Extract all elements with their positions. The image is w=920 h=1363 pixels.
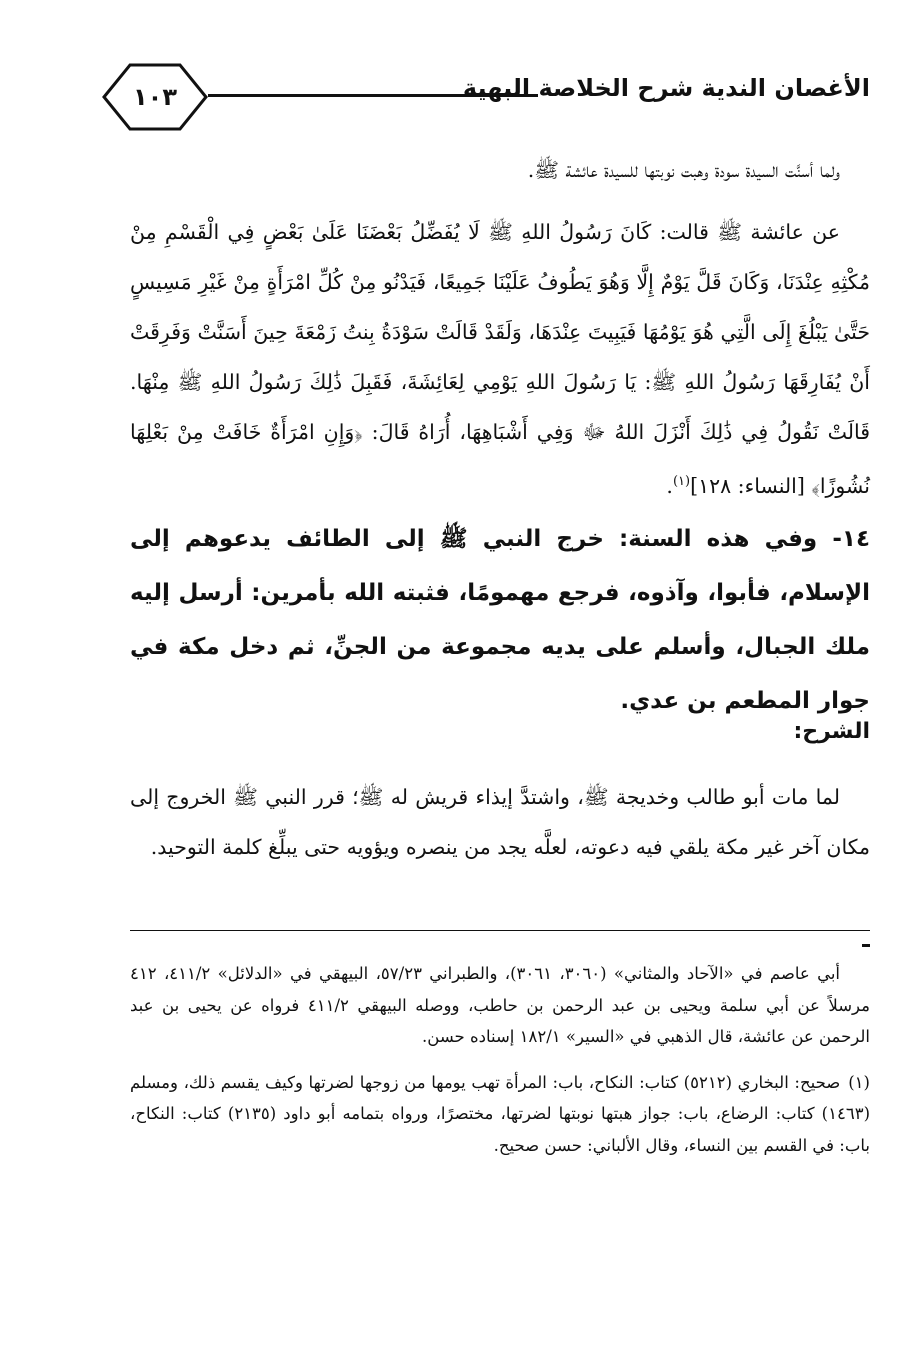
footnote-divider (130, 930, 870, 931)
page-number: ١٠٣ (133, 83, 177, 111)
hadith-paragraph (130, 207, 870, 511)
quran-reference: [النساء: ١٢٨] (690, 473, 812, 498)
sentence-end: . (666, 473, 673, 498)
main-text (130, 145, 870, 511)
sharh-heading: الشرح: (793, 719, 870, 744)
hadith-text: كَانَ رَسُولُ اللهِ ﷺ لَا يُفَضِّلُ بَعْضَنَا عَلَىٰ بَعْضٍ فِي الْقَسْمِ مِنْ مُكْثِهِ عِنْدَنَا، وَكَانَ قَلَّ يَوْمٌ إِلَّا وَهُوَ يَطُوفُ عَلَيْنَا جَمِيعًا، فَيَدْنُو مِنْ كُلِّ امْرَأَةٍ مِنْ غَيْرِ مَسِيسٍ حَتَّىٰ يَبْلُغَ إِلَى الَّتِي هُوَ يَوْمُهَا فَيَبِيتَ عِنْدَهَا، وَلَقَدْ قَالَتْ سَوْدَةُ بِنتُ زَمْعَةَ حِينَ أَسَنَّتْ وَفَرِقَتْ أَنْ يُفَارِقَهَا رَسُولُ اللهِ ﷺ: يَا رَسُولَ اللهِ يَوْمِي لِعَائِشَةَ، فَقَبِلَ ذَٰلِكَ رَسُولُ اللهِ ﷺ مِنْهَا. قَالَتْ نَقُولُ فِي ذَٰلِكَ أَنْزَلَ اللهُ ﷻ وَفِي أَشْبَاهِهَا، أُرَاهُ قَالَ: (130, 220, 871, 444)
page-number-badge (100, 62, 210, 132)
issue-text: وفي هذه السنة: خرج النبي ﷺ إلى الطائف يدعوهم إلى الإسلام، فأبوا، وآذوه، فرجع مهمومًا، فثبته الله بأمرين: أرسل إليه ملك الجبال، وأسلم على يديه مجموعة من الجنِّ، ثم دخل مكة في جوار المطعم بن عدي. (130, 526, 870, 714)
footnote-dash (862, 944, 870, 947)
sharh-paragraph: لما مات أبو طالب وخديجة ﷺ، واشتدَّ إيذاء قريش له ﷺ؛ قرر النبي ﷺ الخروج إلى مكان آخر غير مكة يلقي فيه دعوته، لعلَّه يجد من ينصره ويؤويه حتى يبلِّغ كلمة التوحيد. (130, 785, 870, 859)
issue-number: ١٤- (832, 526, 870, 552)
footnote-1-text: صحيح: البخاري (٥٢١٢) كتاب: النكاح، باب: المرأة تهب يومها من زوجها لضرتها وكيف يقسم ذلك، ومسلم (١٤٦٣) كتاب: الرضاع، باب: جواز هبتها نوبتها لضرتها، مختصرًا، ورواه بتمامه أبو داود (٢١٣٥) كتاب: النكاح، باب: في القسم بين النساء، وقال الألباني: حسن صحيح. (130, 1072, 870, 1155)
footnote-marker: (١) (672, 474, 691, 489)
running-header (100, 62, 870, 132)
hadith-intro: عن عائشة ﷺ قالت: (651, 220, 840, 244)
quran-verse: ﴿وَإِنِ امْرَأَةٌ خَافَتْ مِنْ بَعْلِهَا نُشُوزًا﴾ (130, 420, 870, 498)
footnotes (130, 958, 870, 1161)
footnote-1-label: (١) (848, 1072, 870, 1092)
footnote-1 (130, 1067, 870, 1162)
book-title: الأغصان الندية شرح الخلاصة البهية (462, 74, 870, 102)
paragraph-sawda: ولما أسنَّت السيدة سودة وهبت نوبتها للسيدة عائشة ﷺ. (527, 158, 840, 182)
issue-paragraph (130, 512, 870, 728)
sharh-body (130, 772, 870, 872)
footnote-continuation: أبي عاصم في «الآحاد والمثاني» (٣٠٦٠، ٣٠٦١)، والطبراني ٥٧/٢٣، البيهقي في «الدلائل» ٤١١/٢، ٤١٢ مرسلاً عن أبي سلمة ويحيى بن عبد الرحمن بن حاطب، ووصله البيهقي ٤١١/٢ فرواه عن يحيى بن عبد الرحمن عن عائشة، قال الذهبي في «السير» ١٨٢/١ إسناده حسن. (130, 964, 870, 1046)
issue-14-block (130, 512, 870, 728)
